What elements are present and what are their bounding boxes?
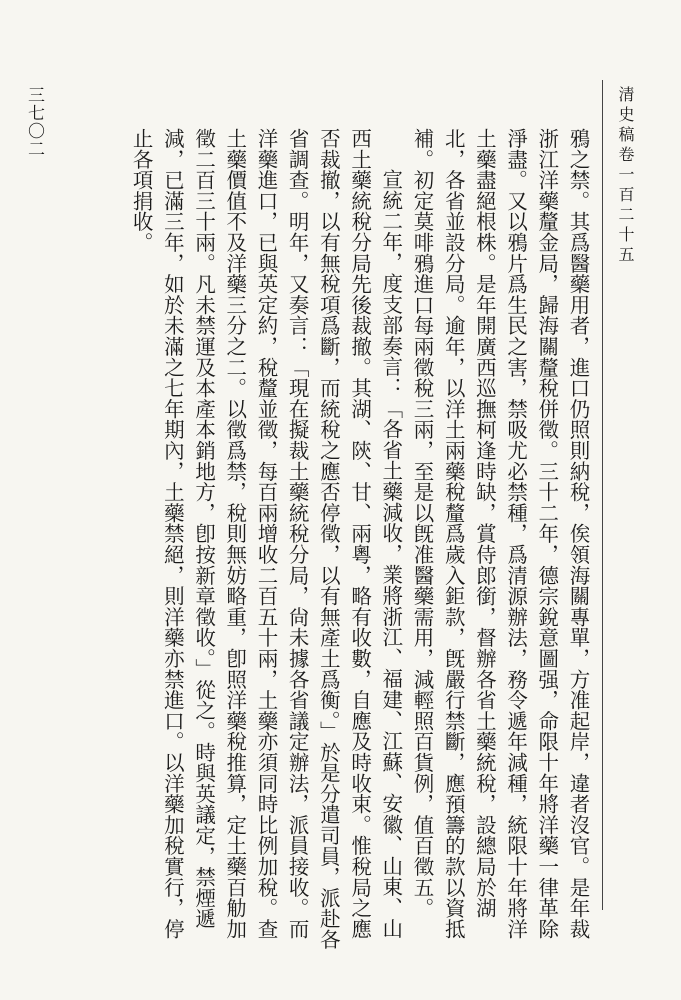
page-number: 三七〇二 [24,86,44,158]
body-text [125,128,593,958]
paragraph-1: 鴉之禁。其爲醫藥用者，進口仍照則納稅，俟領海關專單，方准起岸，違者沒官。是年裁浙江洋藥釐金局，歸海關釐稅併徵。三十二年，德宗銳意圖强，命限十年將洋藥一律革除淨盡。又以鴉片爲生民之害，禁吸尤必禁種，爲清源辦法，務令遞年減種，統限十年將洋土藥盡絕根株。是年開廣西巡撫柯逢時缺，賞侍郎銜，督辦各省土藥統稅，設總局於湖北，各省並設分局。逾年，以洋土兩藥稅釐爲歲入鉅款，旣嚴行禁斷，應預籌的款以資抵補。初定莫啡鴉進口每兩徵稅三兩，至是以旣准醫藥需用，減輕照百貨例，值百徵五。 [409,128,590,940]
running-head: 清史稿卷一百二十五 [616,86,635,266]
header-rule [602,80,603,910]
paragraph-2: 宣統二年，度支部奏言：「各省土藥減收，業將浙江、福建、江蘇、安徽、山東、山西土藥統稅分局先後裁撤。其湖、陝、甘、兩粵，略有收數，自應及時收束。惟稅局之應否裁撤，以有無稅項爲斷，而統稅之應否停徵，以有無產土爲衡。」於是分遣司員，派赴各省調查。明年，又奏言：「現在擬裁土藥統稅分局，尙未據各省議定辦法，派員接收。而洋藥進口，已與英定約，稅釐並徵，每百兩增收二百五十兩，土藥亦須同時比例加稅。查土藥價值不及洋藥三分之二。以徵爲禁，稅則無妨略重，卽照洋藥稅推算，定土藥百觔加徵二百三十兩。凡未禁運及本產本銷地方，卽按新章徵收。」從之。時與英議定，禁煙遞減，已滿三年，如於未滿之七年期內，土藥禁絕，則洋藥亦禁進口。以洋藥加稅實行，停止各項捐收。 [129,128,403,950]
